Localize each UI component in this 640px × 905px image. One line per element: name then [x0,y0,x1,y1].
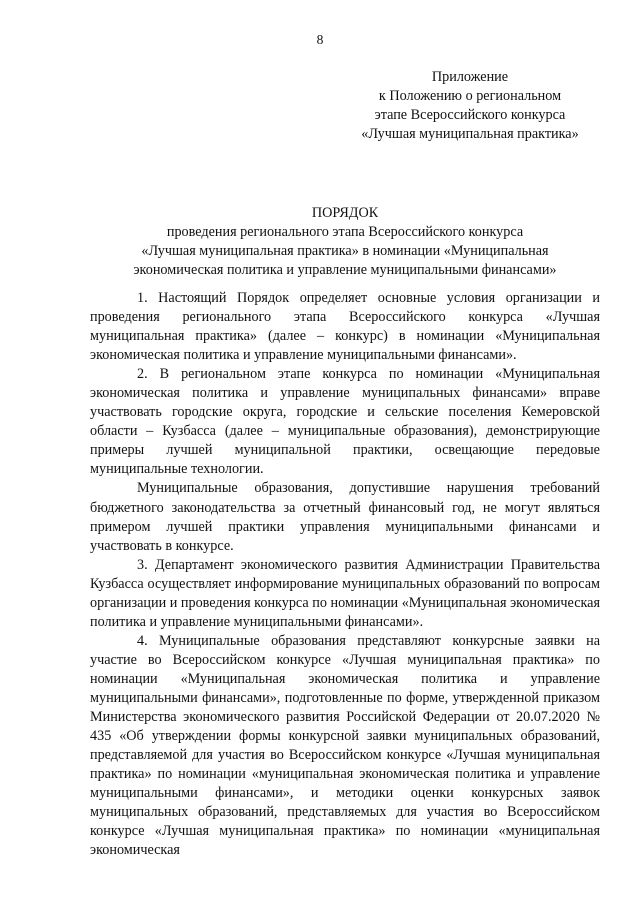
appendix-line: к Положению о региональном [378,88,562,104]
paragraph: 4. Муниципальные образования представляют конкурсные заявки на участие во Всероссийском конкурсе «Лучшая муниципальная практика» по номинации «Муниципальная экономическая политика и управление муниципальными финансами», подготовленные по форме, утвержденной приказом Министерства экономического развития Российской Федерации от 20.07.2020 № 435 «Об утверждении формы конкурсной заявки муниципальных образований, представляемой для участия во Всероссийском конкурсе «Лучшая муниципальная практика» по номинации «муниципальная экономическая политика и управление муниципальными финансами», и методики оценки конкурсных заявок муниципальных образований, представляемых для участия во Всероссийском конкурсе «Лучшая муниципальная практика» по номинации «муниципальная экономическая [90,632,600,859]
appendix-line: этапе Всероссийского конкурса [374,107,566,123]
paragraph: 1. Настоящий Порядок определяет основные условия организации и проведения регионального этапа Всероссийского конкурса «Лучшая муниципальная практика» (далее – конкурс) в номинации «Муниципальная экономическая политика и управление муниципальными финансами». [90,290,600,364]
title-subtitle-line: экономическая политика и управление муниципальными финансами» [133,262,557,278]
title-heading: ПОРЯДОК [311,205,379,221]
paragraph: 3. Департамент экономического развития Администрации Правительства Кузбасса осуществляет информирование муниципальных образований по вопросам организации и проведения конкурса по номинации «Муниципальная экономическая политика и управление муниципальными финансами». [90,556,600,630]
appendix-line: «Лучшая муниципальная практика» [361,126,579,142]
paragraph: Муниципальные образования, допустившие нарушения требований бюджетного законодательства за отчетный финансовый год, не могут являться примером лучшей практики управления муниципальными финансами и участвовать в конкурсе. [90,480,600,554]
appendix-header [330,68,610,144]
title-subtitle-line: проведения регионального этапа Всероссийского конкурса [166,224,524,240]
paragraph: 2. В региональном этапе конкурса по номинации «Муниципальная экономическая политика и управление муниципальных финансами» вправе участвовать городские округа, городские и сельские поселения Кемеровской области – Кузбасса (далее – муниципальные образования), демонстрирующие примеры лучшей муниципальной практики, освещающие передовые муниципальные технологии. [90,366,600,478]
document-title [90,204,600,280]
page-number: 8 [316,32,324,47]
document-body [90,289,600,860]
appendix-line: Приложение [431,69,509,85]
title-subtitle-line: «Лучшая муниципальная практика» в номинации «Муниципальная [141,243,549,259]
